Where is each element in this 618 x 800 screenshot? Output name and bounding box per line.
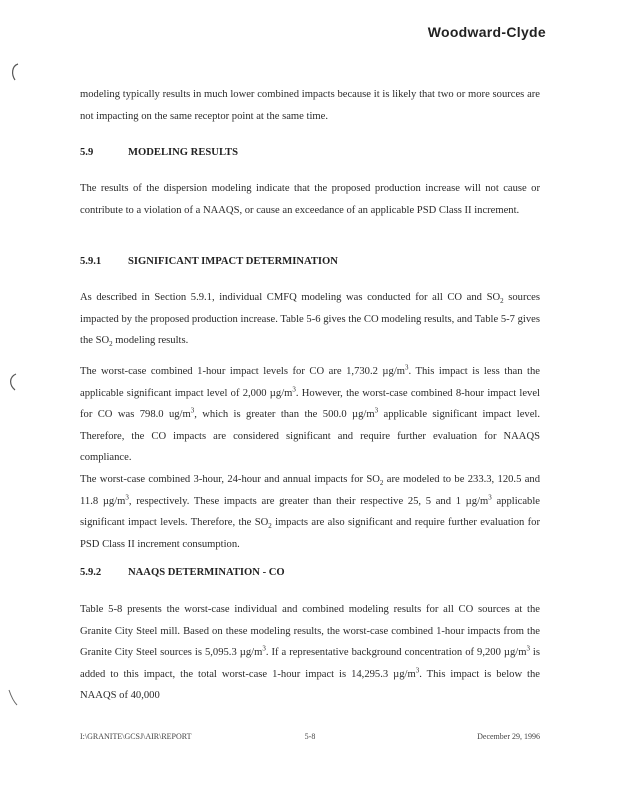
text-run: As described in Section 5.9.1, individual CMFQ modeling was conducted for all CO and SO xyxy=(80,292,501,303)
text-run: applicable significant impact level. Therefore, the CO impacts are considered significant and require further evaluation for NAAQS compliance. xyxy=(80,409,540,463)
text-run: impacts are also significant and require further evaluation for PSD Class II increment consumption. xyxy=(80,517,541,550)
superscript: 3 xyxy=(374,406,379,415)
superscript: 3 xyxy=(190,406,195,415)
superscript: 3 xyxy=(125,492,129,501)
section-5-9-1-paragraph-1 xyxy=(80,287,540,352)
text-run: . This impact is below the NAAQS of 40,000 xyxy=(80,668,540,701)
superscript: 3 xyxy=(526,644,530,653)
section-5-9-title: MODELING RESULTS xyxy=(128,147,238,158)
superscript: 3 xyxy=(405,363,409,372)
intro-paragraph: modeling typically results in much lower combined impacts because it is likely that two or more sources are not impacting on the same receptor point at the same time. xyxy=(80,89,540,122)
text-run: applicable significant impact levels. Therefore, the SO xyxy=(80,495,540,528)
footer-file-path: I:\GRANITE\GCSJ\AIR\REPORT xyxy=(80,732,192,741)
text-run: modeling results. xyxy=(112,335,189,346)
superscript: 3 xyxy=(292,384,296,393)
subscript: 2 xyxy=(109,340,113,349)
binder-hole-mark-middle xyxy=(6,372,18,392)
text-run: The worst-case combined 1-hour impact levels for CO are 1,730.2 µg/m xyxy=(80,366,406,377)
text-run: are modeled to be 233.3, 120.5 and 11.8 µg/m xyxy=(80,474,541,507)
text-run: . This impact is less than the applicable significant impact level of 2,000 µg/m xyxy=(80,366,540,399)
text-run: . If a representative background concentration of 9,200 µg/m xyxy=(265,647,527,658)
section-5-9-number: 5.9 xyxy=(80,147,94,158)
text-run: sources impacted by the proposed production increase. Table 5-6 gives the CO modeling results, and Table 5-7 gives the SO xyxy=(80,292,540,346)
superscript: 3 xyxy=(488,492,492,501)
subscript: 2 xyxy=(268,522,272,531)
footer-date: December 29, 1996 xyxy=(477,732,540,741)
superscript: 3 xyxy=(262,644,266,653)
binder-hole-mark-bottom xyxy=(6,688,18,708)
section-5-9-heading xyxy=(80,145,540,161)
footer-page-number: 5-8 xyxy=(304,732,316,741)
section-5-9-1-title: SIGNIFICANT IMPACT DETERMINATION xyxy=(128,256,338,267)
text-run: Table 5-8 presents the worst-case individual and combined modeling results for all CO sources at the Granite City Steel mill. Based on these modeling results, the worst-case combined 1-hour impacts from the Granite City Steel sources is 5,095.3 µg/m xyxy=(80,604,540,658)
text-run: , respectively. These impacts are greater than their respective 25, 5 and 1 µg/m xyxy=(128,495,489,507)
section-5-9-2-number: 5.9.2 xyxy=(80,567,102,578)
section-5-9-1-paragraph-3 xyxy=(80,469,540,555)
superscript: 3 xyxy=(415,665,420,674)
text-run: The worst-case combined 3-hour, 24-hour and annual impacts for SO xyxy=(80,474,380,485)
section-5-9-2-paragraph xyxy=(80,599,540,707)
section-5-9-2-title: NAAQS DETERMINATION - CO xyxy=(128,567,285,578)
text-run: . However, the worst-case combined 8-hour impact level for CO was 798.0 ug/m xyxy=(80,387,540,420)
header-brand: Woodward-Clyde xyxy=(427,24,546,40)
section-5-9-1-number: 5.9.1 xyxy=(80,256,102,267)
text-run: , which is greater than the 500.0 µg/m xyxy=(194,409,375,420)
section-5-9-1-heading xyxy=(80,254,540,270)
subscript: 2 xyxy=(500,297,504,306)
binder-hole-mark-top xyxy=(8,62,20,82)
section-5-9-paragraph: The results of the dispersion modeling indicate that the proposed production increase will not cause or contribute to a violation of a NAAQS, or cause an exceedance of an applicable PSD Class II increment. xyxy=(80,183,540,216)
section-5-9-2-heading xyxy=(80,565,540,581)
text-run: is added to this impact, the total worst-case 1-hour impact is 14,295.3 µg/m xyxy=(80,647,540,680)
subscript: 2 xyxy=(379,479,384,488)
section-5-9-1-paragraph-2 xyxy=(80,361,540,469)
